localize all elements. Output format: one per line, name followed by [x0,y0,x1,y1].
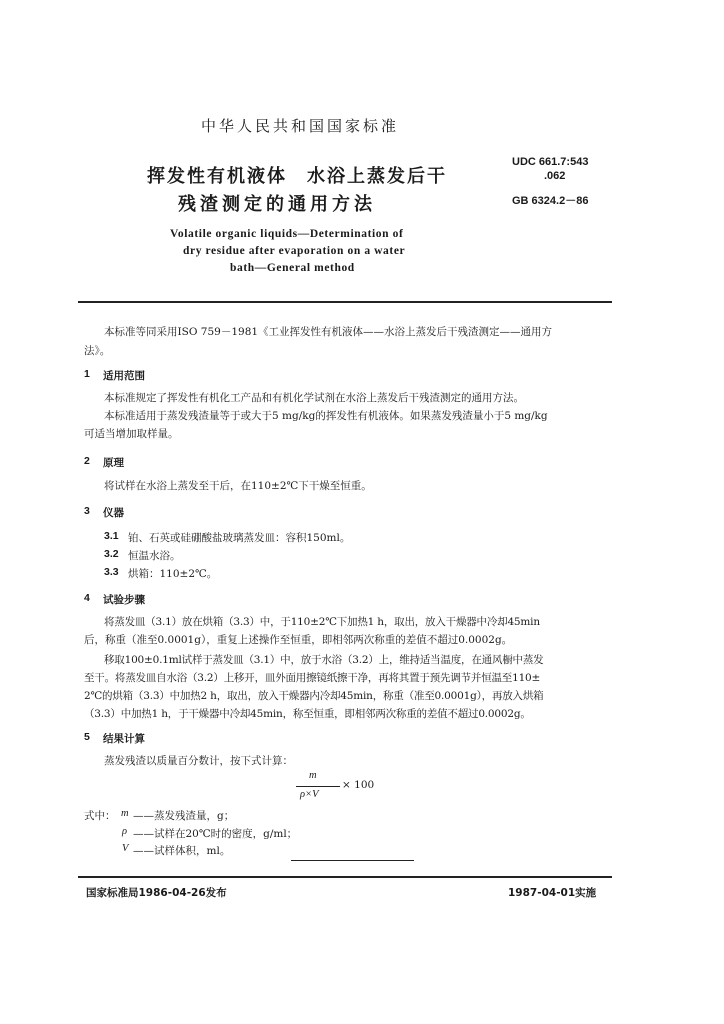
legend-prefix: 式中： [84,810,116,822]
gb-number: GB 6324.2－86 [512,195,589,207]
section-4-para2-line2: 至干。将蒸发皿自水浴（3.2）上移开，皿外面用擦镜纸擦干净，再将其置于预先调节并恒温至110± [84,672,541,684]
legend-text-m: ——蒸发残渣量，g； [133,810,235,822]
title-en-line1: Volatile organic liquids—Determination of [170,228,404,240]
section-5-para1: 蒸发残渣以质量百分数计，按下式计算： [104,755,293,767]
title-cn-line1: 挥发性有机液体 水浴上蒸发后干 [147,166,447,187]
intro-line1: 本标准等同采用ISO 759－1981《工业挥发性有机液体——水浴上蒸发后干残渣测定——通用方 [104,326,553,338]
legend-symbol-rho: ρ [122,826,128,837]
item-3-1-number: 3.1 [104,530,119,542]
section-2-number: 2 [84,455,90,467]
section-1-para1: 本标准规定了挥发性有机化工产品和有机化学试剂在水浴上蒸发后干残渣测定的通用方法。 [104,392,524,404]
section-1-number: 1 [84,368,90,380]
formula-denominator: ρ×V [300,789,319,800]
section-4-para1-line1: 将蒸发皿（3.1）放在烘箱（3.3）中，于110±2℃下加热1 h，取出，放入干燥器中冷却45min [104,616,540,628]
title-en-line3: bath—General method [230,262,355,274]
legend-text-rho: ——试样在20℃时的密度，g/ml； [133,828,298,840]
intro-line2: 法》。 [84,345,111,357]
legend-text-v: ——试样体积，ml。 [133,845,231,857]
section-2-para1: 将试样在水浴上蒸发至干后，在110±2℃下干燥至恒重。 [104,480,372,492]
legend-symbol-v: V [122,843,129,854]
item-3-3-text: 烘箱：110±2℃。 [128,568,218,580]
section-2-title: 原理 [103,457,124,469]
fraction-bar [296,786,340,787]
section-4-para1-line2: 后，称重（准至0.0001g），重复上述操作至恒重，即相邻两次称重的差值不超过0.0002g。 [84,634,513,646]
legend-symbol-m: m [121,808,129,819]
header-divider [78,301,612,303]
item-3-2-number: 3.2 [104,548,119,560]
section-3-number: 3 [84,505,90,517]
effective-date: 1987-04-01实施 [508,887,597,899]
section-5-number: 5 [84,731,90,743]
item-3-3-number: 3.3 [104,566,119,578]
formula-multiplier: × 100 [342,779,375,791]
standard-type: 中华人民共和国国家标准 [201,117,400,135]
title-en-line2: dry residue after evaporation on a water [183,245,406,257]
section-4-para2-line1: 移取100±0.1ml试样于蒸发皿（3.1）中，放于水浴（3.2）上，维持适当温度，在通风橱中蒸发 [104,654,544,666]
footer-divider [78,876,612,878]
udc-code-suffix: .062 [544,170,566,182]
section-4-title: 试验步骤 [103,594,145,606]
section-4-number: 4 [84,592,90,604]
item-3-2-text: 恒温水浴。 [128,550,181,562]
section-1-para2-line1: 本标准适用于蒸发残渣量等于或大于5 mg/kg的挥发性有机液体。如果蒸发残渣量小于5 mg/kg [104,410,548,422]
section-1-title: 适用范围 [103,370,145,382]
section-4-para2-line4: （3.3）中加热1 h，于干燥器中冷却45min，称至恒重，即相邻两次称重的差值不超过0.0002g。 [84,708,531,720]
title-cn-line2: 残渣测定的通用方法 [178,194,376,215]
issued-date: 国家标准局1986-04-26发布 [86,887,227,899]
section-4-para2-line3: 2℃的烘箱（3.3）中加热2 h，取出，放入干燥器内冷却45min，称重（准至0.0001g），再放入烘箱 [84,690,544,702]
section-5-title: 结果计算 [103,733,145,745]
end-rule [291,860,414,861]
item-3-1-text: 铂、石英或硅硼酸盐玻璃蒸发皿：容积150ml。 [128,532,351,544]
section-3-title: 仪器 [103,507,124,519]
formula-numerator: m [309,770,317,781]
section-1-para2-line2: 可适当增加取样量。 [84,428,179,440]
udc-code: UDC 661.7:543 [512,156,589,168]
